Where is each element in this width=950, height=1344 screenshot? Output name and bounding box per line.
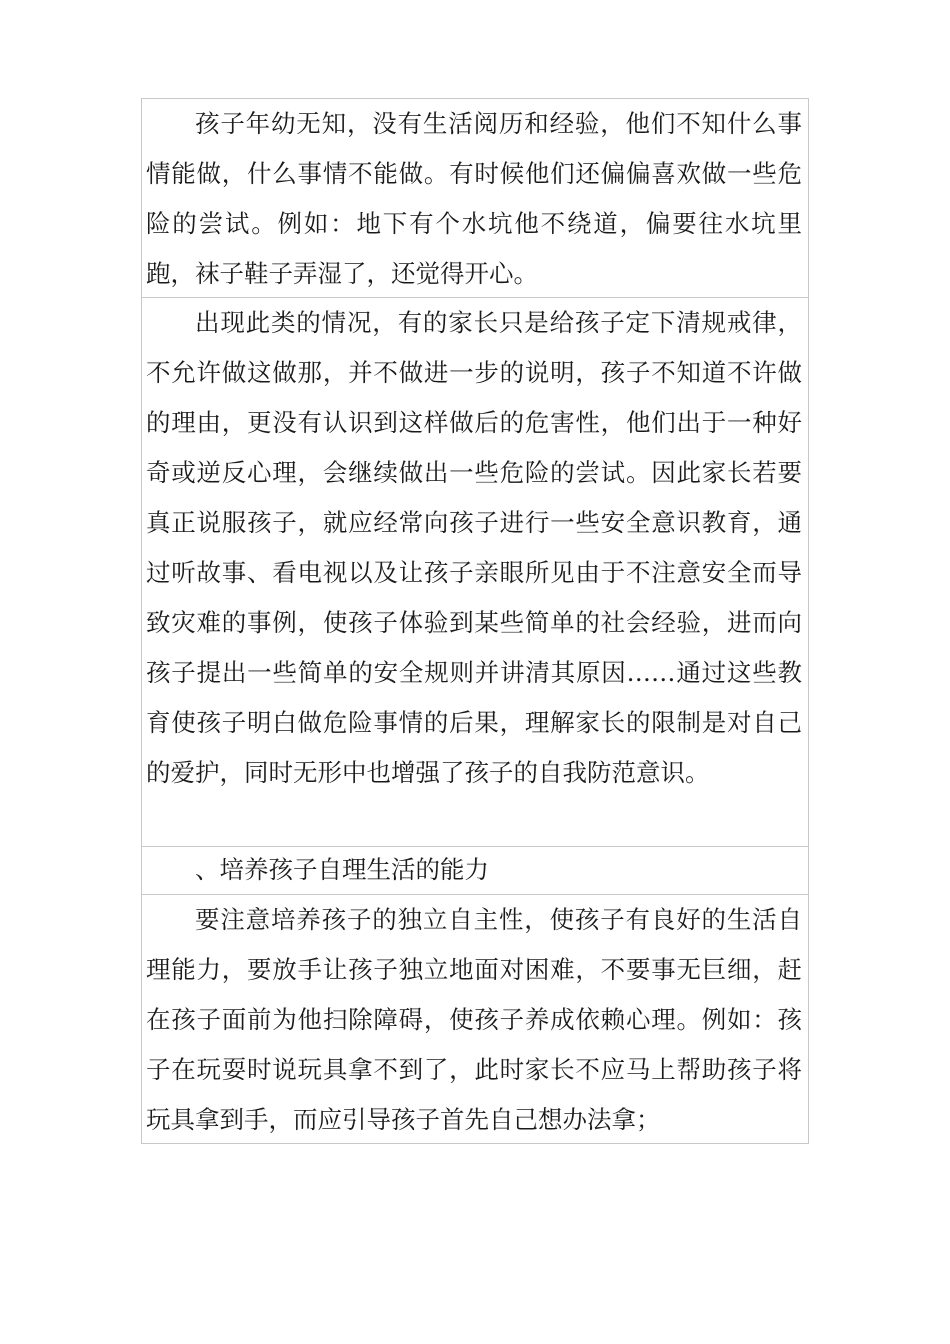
table-cell: [142, 99, 808, 298]
table-cell: [142, 298, 808, 847]
section-heading: 、培养孩子自理生活的能力: [195, 855, 489, 884]
paragraph: 要注意培养孩子的独立自主性，使孩子有良好的生活自理能力，要放手让孩子独立地面对困难，不要事无巨细，赶在孩子面前为他扫除障碍，使孩子养成依赖心理。例如：孩子在玩耍时说玩具拿不到了，此时家长不应马上帮助孩子将玩具拿到手，而应引导孩子首先自己想办法拿；: [146, 905, 802, 1134]
text-table: [141, 98, 809, 1144]
paragraph: 孩子年幼无知，没有生活阅历和经验，他们不知什么事情能做，什么事情不能做。有时候他们还偏偏喜欢做一些危险的尝试。例如：地下有个水坑他不绕道，偏要往水坑里跑，袜子鞋子弄湿了，还觉得开心。: [146, 109, 802, 288]
table-cell: [142, 847, 808, 895]
paragraph: 出现此类的情况，有的家长只是给孩子定下清规戒律，不允许做这做那，并不做进一步的说明，孩子不知道不许做的理由，更没有认识到这样做后的危害性，他们出于一种好奇或逆反心理，会继续做出一些危险的尝试。因此家长若要真正说服孩子，就应经常向孩子进行一些安全意识教育，通过听故事、看电视以及让孩子亲眼所见由于不注意安全而导致灾难的事例，使孩子体验到某些简单的社会经验，进而向孩子提出一些简单的安全规则并讲清其原因……通过这些教育使孩子明白做危险事情的后果，理解家长的限制是对自己的爱护，同时无形中也增强了孩子的自我防范意识。: [146, 308, 802, 787]
table-cell: [142, 895, 808, 1143]
